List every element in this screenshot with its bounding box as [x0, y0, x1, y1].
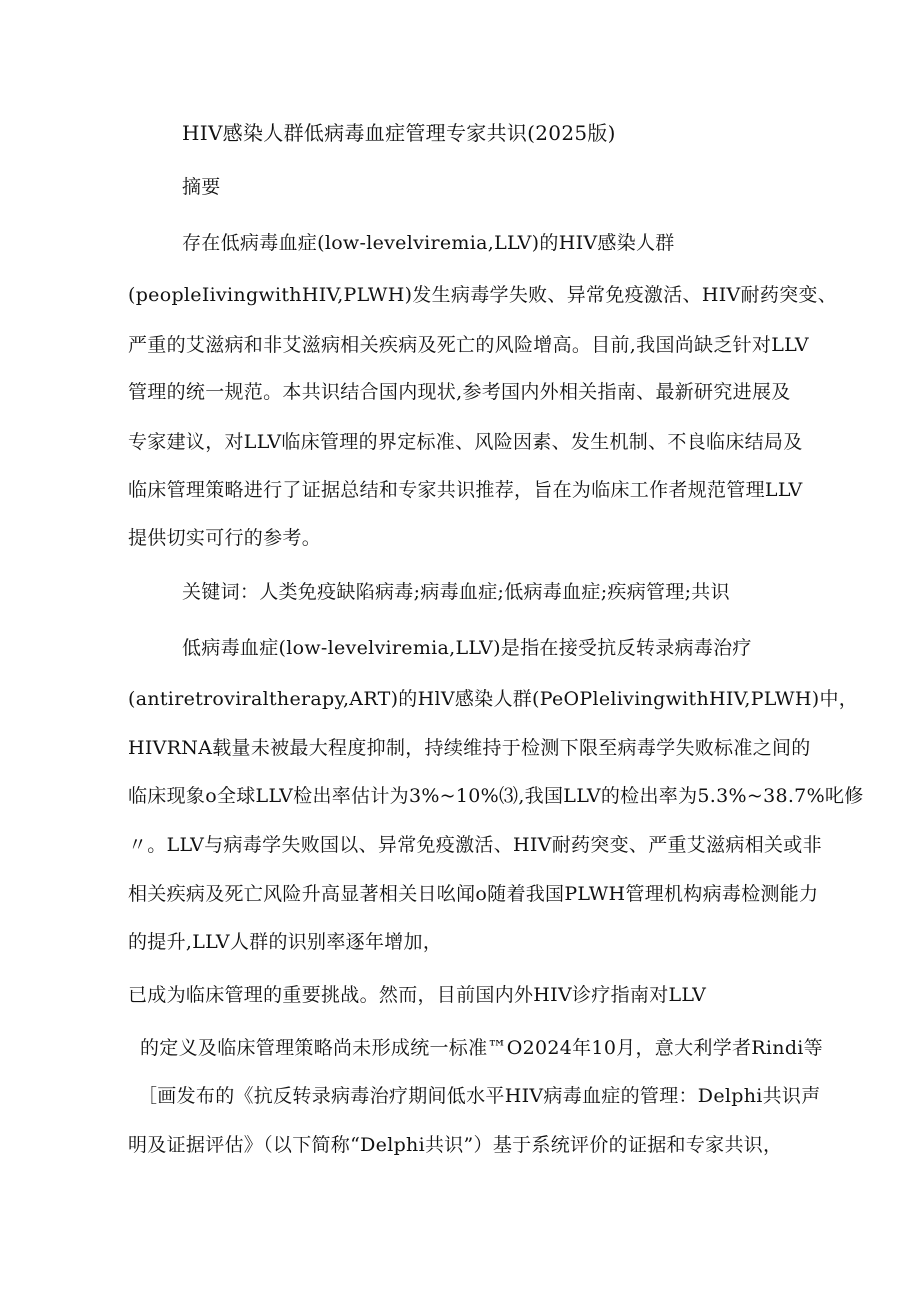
body-line: 相关疾病及死亡风险升高显著相关日吆闻o随着我国PLWH管理机构病毒检测能力	[128, 883, 819, 905]
abstract-line: 管理的统一规范。本共识结合国内现状,参考国内外相关指南、最新研究进展及	[128, 381, 791, 403]
abstract-line: 临床管理策略进行了证据总结和专家共识推荐，旨在为临床工作者规范管理LLV	[128, 479, 803, 501]
body-line: 低病毒血症(low-levelviremia,LLV)是指在接受抗反转录病毒治疗	[182, 637, 752, 659]
body-line: ［画发布的《抗反转录病毒治疗期间低水平HIV病毒血症的管理：Delphi共识声	[138, 1085, 821, 1107]
body-line: 〃。LLV与病毒学失败国以、异常免疫激活、HIV耐药突变、严重艾滋病相关或非	[128, 834, 822, 856]
document-title: HIV感染人群低病毒血症管理专家共识(2025版)	[182, 121, 616, 145]
abstract-line: 提供切实可行的参考。	[128, 527, 322, 549]
body-line: 的定义及临床管理策略尚未形成统一标准™O2024年10月，意大利学者Rindi等	[140, 1037, 823, 1059]
body-line: (antiretroviraltherapy,ART)的HlV感染人群(PeOPlelivingwithHIV,PLWH)中，	[128, 688, 859, 710]
body-line: 的提升,LLV人群的识别率逐年增加，	[128, 931, 443, 953]
body-line: HIVRNA载量未被最大程度抑制，持续维持于检测下限至病毒学失败标准之间的	[128, 737, 811, 759]
body-line: 临床现象o全球LLV检出率估计为3%~10%⑶,我国LLV的检出率为5.3%~38.7%叱修	[128, 785, 864, 807]
abstract-line: 严重的艾滋病和非艾滋病相关疾病及死亡的风险增高。目前,我国尚缺乏针对LLV	[128, 334, 809, 356]
body-line: 明及证据评估》（以下简称“Delphi共识”）基于系统评价的证据和专家共识，	[128, 1134, 783, 1156]
keywords-line: 关键词：人类免疫缺陷病毒;病毒血症;低病毒血症;疾病管理;共识	[182, 581, 730, 603]
body-line: 已成为临床管理的重要挑战。然而，目前国内外HIV诊疗指南对LLV	[128, 984, 707, 1006]
abstract-line: 存在低病毒血症(low-levelviremia,LLV)的HIV感染人群	[182, 232, 675, 254]
abstract-heading: 摘要	[182, 176, 221, 198]
abstract-line: 专家建议，对LLV临床管理的界定标准、风险因素、发生机制、不良临床结局及	[128, 431, 803, 453]
abstract-line: (peopleIivingwithHIV,PLWH)发生病毒学失败、异常免疫激活、HIV耐药突变、	[128, 284, 838, 306]
